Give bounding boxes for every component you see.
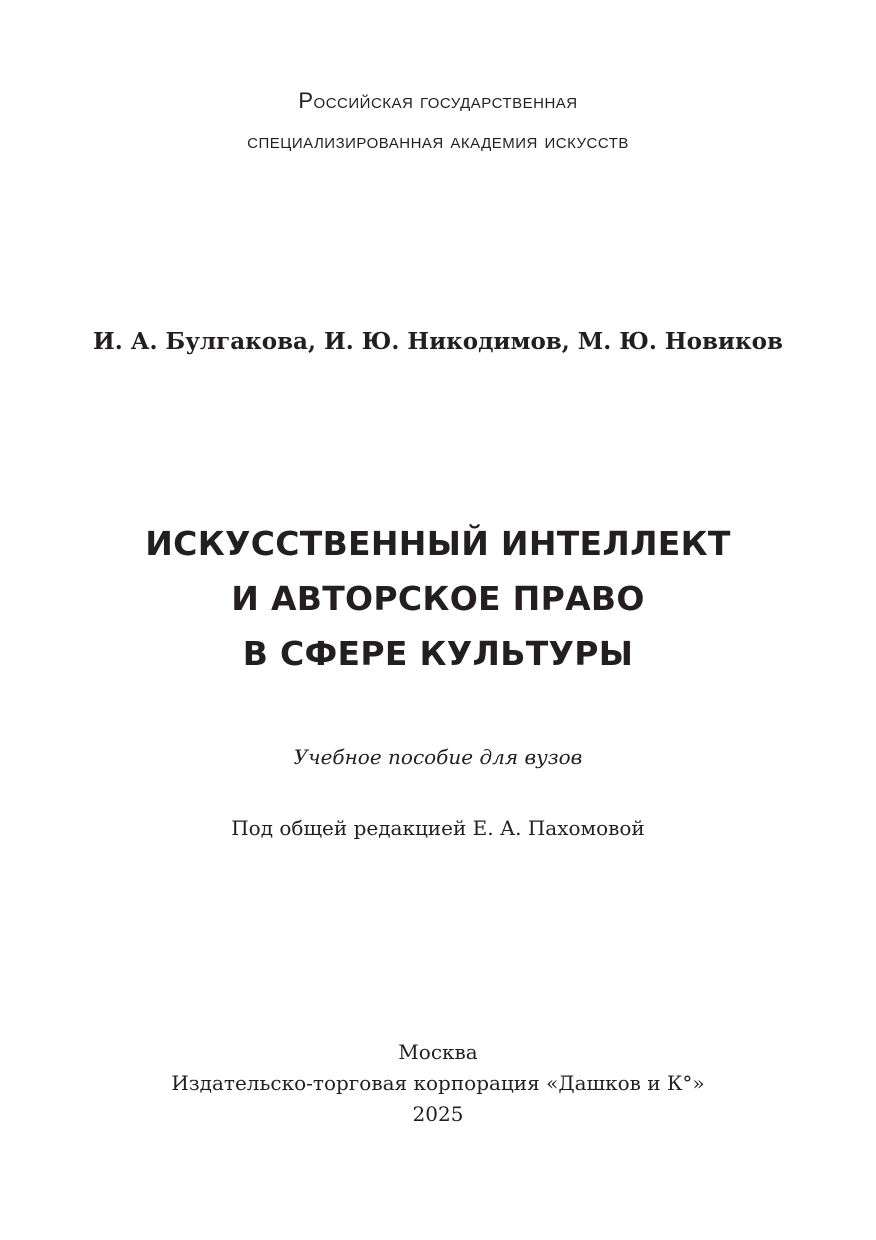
imprint-year: 2025	[412, 1102, 464, 1126]
book-title-line-1: ИСКУССТВЕННЫЙ ИНТЕЛЛЕКТ	[145, 524, 731, 563]
editor-credit: Под общей редакцией Е. А. Пахомовой	[231, 816, 645, 840]
authors: И. А. Булгакова, И. Ю. Никодимов, М. Ю. Новиков	[93, 328, 783, 355]
book-title-line-2: И АВТОРСКОЕ ПРАВО	[231, 579, 645, 618]
institution-line-2: специализированная академия искусств	[247, 128, 629, 153]
imprint-city: Москва	[398, 1040, 478, 1064]
book-subtitle: Учебное пособие для вузов	[293, 745, 583, 769]
book-title-line-3: В СФЕРЕ КУЛЬТУРЫ	[242, 634, 634, 673]
imprint-publisher: Издательско-торговая корпорация «Дашков и К°»	[171, 1071, 705, 1095]
institution-line-1: Российская государственная	[298, 88, 578, 113]
